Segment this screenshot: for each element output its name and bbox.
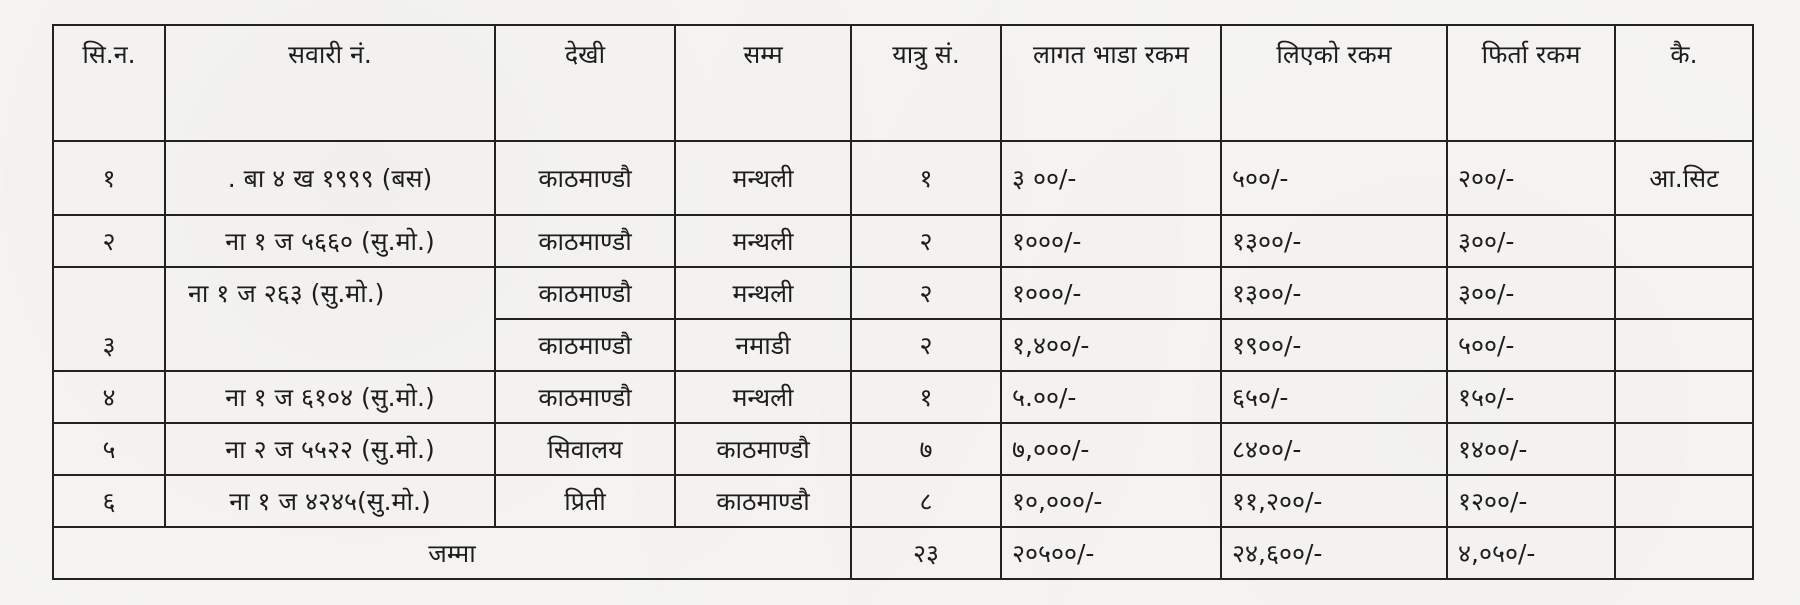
total-passengers: २३ (851, 527, 1001, 579)
cell-passengers: ८ (851, 475, 1001, 527)
cell-to: काठमाण्डौ (675, 475, 851, 527)
cell-vehicle-no: ना १ ज ५६६० (सु.मो.) (165, 215, 495, 267)
header-vehicle-no: सवारी नं. (165, 25, 495, 141)
cell-remarks (1615, 319, 1753, 371)
cell-to: काठमाण्डौ (675, 423, 851, 475)
cell-fare-cost: १,४००/- (1001, 319, 1221, 371)
cell-refund-amount: ५००/- (1447, 319, 1615, 371)
cell-from: काठमाण्डौ (495, 141, 675, 215)
cell-fare-cost: १०००/- (1001, 267, 1221, 319)
cell-remarks: आ.सिट (1615, 141, 1753, 215)
cell-fare-cost: ५.००/- (1001, 371, 1221, 423)
cell-to: नमाडी (675, 319, 851, 371)
cell-fare-cost: १०,०००/- (1001, 475, 1221, 527)
cell-vehicle-no: ना १ ज ६१०४ (सु.मो.) (165, 371, 495, 423)
cell-amount-taken: ८४००/- (1221, 423, 1447, 475)
header-remarks: कै. (1615, 25, 1753, 141)
cell-amount-taken: १३००/- (1221, 267, 1447, 319)
header-amount-taken: लिएको रकम (1221, 25, 1447, 141)
cell-from: काठमाण्डौ (495, 319, 675, 371)
cell-from: काठमाण्डौ (495, 267, 675, 319)
cell-refund-amount: ३००/- (1447, 267, 1615, 319)
cell-passengers: २ (851, 215, 1001, 267)
cell-serial: २ (53, 215, 165, 267)
total-refund-amount: ४,०५०/- (1447, 527, 1615, 579)
header-passengers: यात्रु सं. (851, 25, 1001, 141)
header-fare-cost: लागत भाडा रकम (1001, 25, 1221, 141)
table-row (53, 371, 1753, 423)
cell-refund-amount: ३००/- (1447, 215, 1615, 267)
cell-passengers: १ (851, 141, 1001, 215)
cell-refund-amount: १४००/- (1447, 423, 1615, 475)
total-row (53, 527, 1753, 579)
cell-amount-taken: १९००/- (1221, 319, 1447, 371)
cell-remarks (1615, 475, 1753, 527)
cell-amount-taken: ११,२००/- (1221, 475, 1447, 527)
cell-refund-amount: १२००/- (1447, 475, 1615, 527)
header-serial: सि.न. (53, 25, 165, 141)
cell-vehicle-no: . बा ४ ख १९९९ (बस) (165, 141, 495, 215)
cell-serial: १ (53, 141, 165, 215)
cell-amount-taken: ६५०/- (1221, 371, 1447, 423)
total-fare-cost: २०५००/- (1001, 527, 1221, 579)
cell-serial: ५ (53, 423, 165, 475)
total-label: जम्मा (53, 527, 851, 579)
total-amount-taken: २४,६००/- (1221, 527, 1447, 579)
cell-amount-taken: ५००/- (1221, 141, 1447, 215)
cell-amount-taken: १३००/- (1221, 215, 1447, 267)
cell-fare-cost: ३ ००/- (1001, 141, 1221, 215)
cell-vehicle-no: ना १ ज २६३ (सु.मो.) (165, 267, 495, 371)
cell-remarks (1615, 423, 1753, 475)
cell-refund-amount: २००/- (1447, 141, 1615, 215)
header-row (53, 25, 1753, 141)
cell-refund-amount: १५०/- (1447, 371, 1615, 423)
cell-from: काठमाण्डौ (495, 215, 675, 267)
cell-fare-cost: ७,०००/- (1001, 423, 1221, 475)
cell-to: मन्थली (675, 371, 851, 423)
cell-remarks (1615, 371, 1753, 423)
cell-remarks (1615, 215, 1753, 267)
header-from: देखी (495, 25, 675, 141)
cell-vehicle-no: ना १ ज ४२४५(सु.मो.) (165, 475, 495, 527)
cell-to: मन्थली (675, 267, 851, 319)
table-row (53, 267, 1753, 319)
cell-passengers: २ (851, 319, 1001, 371)
cell-remarks (1615, 267, 1753, 319)
fare-refund-table (52, 24, 1754, 580)
table-row (53, 215, 1753, 267)
cell-from: सिवालय (495, 423, 675, 475)
cell-to: मन्थली (675, 215, 851, 267)
cell-serial: ६ (53, 475, 165, 527)
cell-serial: ३ (53, 267, 165, 371)
cell-from: प्रिती (495, 475, 675, 527)
cell-passengers: १ (851, 371, 1001, 423)
cell-passengers: २ (851, 267, 1001, 319)
table-row (53, 423, 1753, 475)
cell-serial: ४ (53, 371, 165, 423)
total-remarks (1615, 527, 1753, 579)
cell-to: मन्थली (675, 141, 851, 215)
table-row (53, 141, 1753, 215)
table-row (53, 475, 1753, 527)
header-refund-amount: फिर्ता रकम (1447, 25, 1615, 141)
cell-vehicle-no: ना २ ज ५५२२ (सु.मो.) (165, 423, 495, 475)
header-to: सम्म (675, 25, 851, 141)
cell-passengers: ७ (851, 423, 1001, 475)
cell-fare-cost: १०००/- (1001, 215, 1221, 267)
cell-from: काठमाण्डौ (495, 371, 675, 423)
